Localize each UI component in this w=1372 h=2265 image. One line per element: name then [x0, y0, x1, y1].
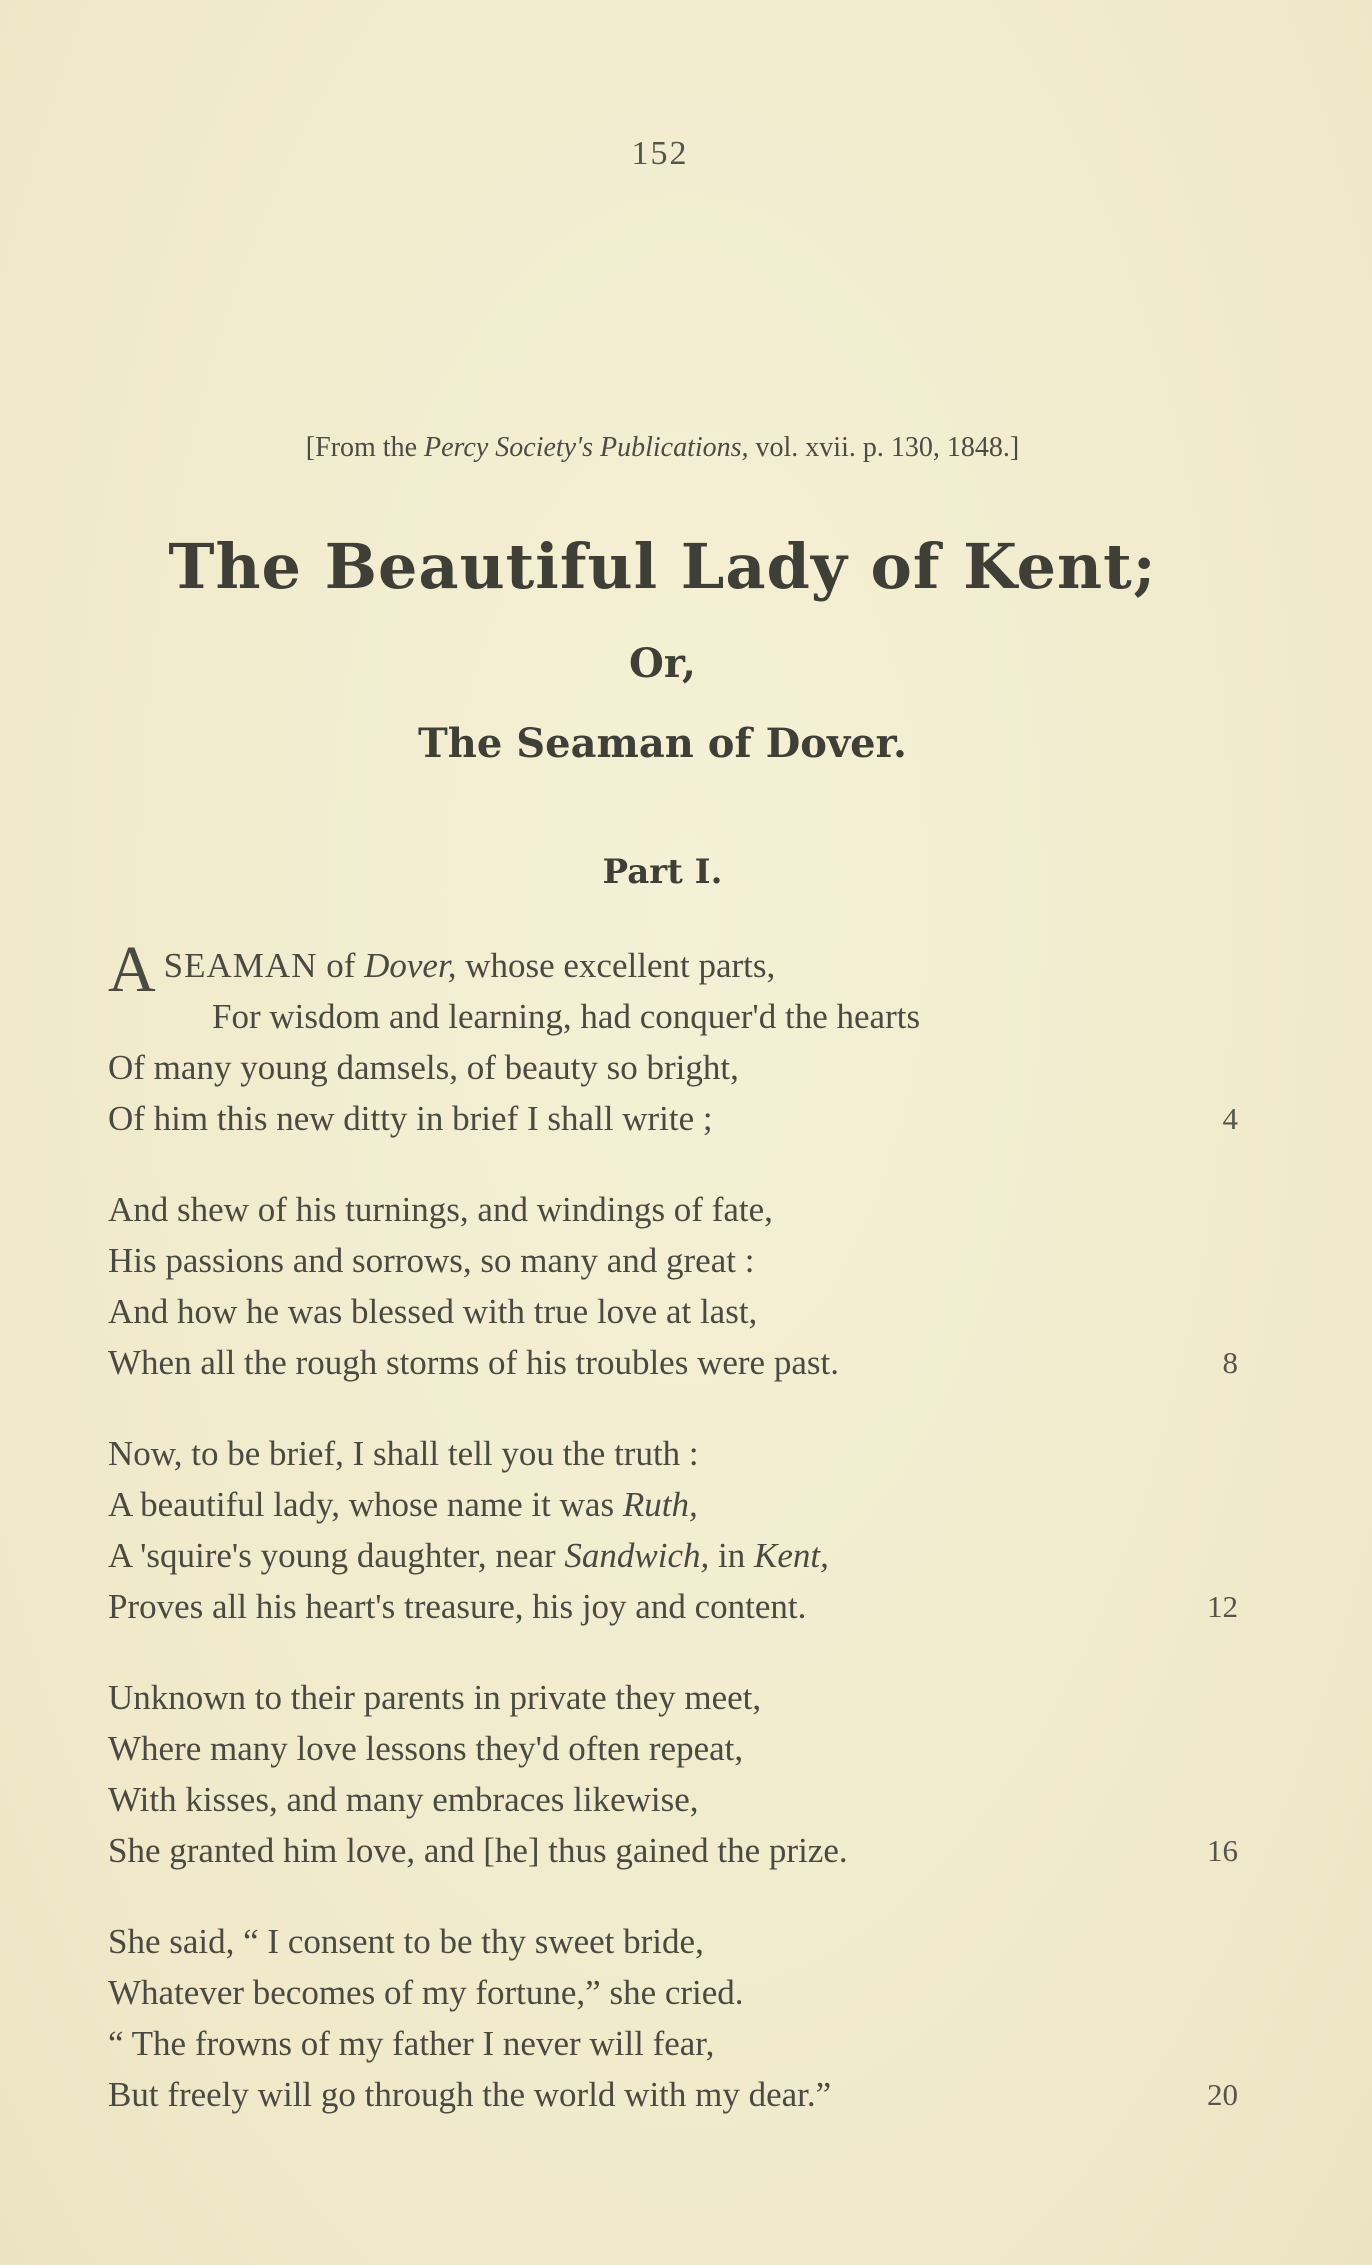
source-note-suffix: vol. xvii. p. 130, 1848.] [748, 432, 1020, 463]
page-number: 152 [631, 135, 689, 172]
poem-line-9 [108, 1428, 1238, 1479]
poem-line-20 [108, 2069, 1238, 2120]
poem-line-15 [108, 1774, 1238, 1825]
ballad-title: The Beautiful Lady of Kent; [168, 530, 1157, 603]
poem-line-5 [108, 1184, 1238, 1235]
line-smallcaps: SEAMAN [163, 946, 318, 985]
line-text: For wisdom and learning, had conquer'd the hearts [212, 997, 921, 1036]
line-italic-2: Kent, [753, 1536, 829, 1575]
source-note [0, 432, 1325, 464]
line-text-pre: of [317, 946, 365, 985]
line-number: 20 [1207, 2077, 1238, 2112]
line-number: 12 [1207, 1589, 1238, 1624]
poem-line-18 [108, 1967, 1238, 2018]
title-or: Or, [629, 640, 696, 687]
line-text: She said, “ I consent to be thy sweet bride, [108, 1922, 704, 1961]
ballad-subtitle: The Seaman of Dover. [418, 720, 907, 767]
poem-line-3 [108, 1042, 1238, 1093]
line-text: Of him this new ditty in brief I shall write ; [108, 1099, 713, 1138]
poem-line-6 [108, 1235, 1238, 1286]
poem-line-14 [108, 1723, 1238, 1774]
poem-line-10 [108, 1479, 1238, 1530]
poem [108, 933, 1238, 2160]
line-text: Of many young damsels, of beauty so bright, [108, 1048, 739, 1087]
line-text: And shew of his turnings, and windings of fate, [108, 1190, 773, 1229]
line-text: And how he was blessed with true love at last, [108, 1292, 758, 1331]
poem-line-1 [108, 933, 1238, 1006]
poem-line-16 [108, 1825, 1238, 1876]
poem-line-11 [108, 1530, 1238, 1581]
poem-line-7 [108, 1286, 1238, 1337]
poem-line-2 [108, 991, 1238, 1042]
poem-line-12 [108, 1581, 1238, 1632]
line-text: “ The frowns of my father I never will fear, [108, 2024, 715, 2063]
line-text-post: whose excellent parts, [456, 946, 776, 985]
line-text: Unknown to their parents in private they meet, [108, 1678, 762, 1717]
poem-line-13 [108, 1672, 1238, 1723]
stanza-5 [108, 1916, 1238, 2120]
line-italic: Sandwich, [564, 1536, 710, 1575]
line-text: When all the rough storms of his troubles were past. [108, 1343, 839, 1382]
line-text: Proves all his heart's treasure, his joy and content. [108, 1587, 807, 1626]
line-italic: Dover, [364, 946, 457, 985]
stanza-1 [108, 933, 1238, 1144]
stanza-2 [108, 1184, 1238, 1388]
line-number: 8 [1222, 1345, 1238, 1380]
line-number: 16 [1207, 1833, 1238, 1868]
source-note-prefix: [From the [305, 432, 425, 463]
stanza-4 [108, 1672, 1238, 1876]
line-text: She granted him love, and [he] thus gained the prize. [108, 1831, 848, 1870]
drop-cap: A [108, 933, 156, 1006]
line-text-mid: in [709, 1536, 754, 1575]
source-note-title: Percy Society's Publications, [424, 432, 749, 463]
line-text: With kisses, and many embraces likewise, [108, 1780, 699, 1819]
poem-line-4 [108, 1093, 1238, 1144]
line-number: 4 [1222, 1101, 1238, 1136]
line-italic: Ruth, [622, 1485, 698, 1524]
poem-line-19 [108, 2018, 1238, 2069]
line-text: Now, to be brief, I shall tell you the truth : [108, 1434, 699, 1473]
stanza-3 [108, 1428, 1238, 1632]
line-text: His passions and sorrows, so many and great : [108, 1241, 755, 1280]
line-text-pre: A beautiful lady, whose name it was [108, 1485, 623, 1524]
line-text: Whatever becomes of my fortune,” she cried. [108, 1973, 744, 2012]
poem-line-8 [108, 1337, 1238, 1388]
poem-line-17 [108, 1916, 1238, 1967]
part-heading: Part I. [602, 852, 723, 892]
line-text: Where many love lessons they'd often repeat, [108, 1729, 744, 1768]
line-text-pre: A 'squire's young daughter, near [108, 1536, 565, 1575]
line-text: But freely will go through the world with my dear.” [108, 2075, 832, 2114]
